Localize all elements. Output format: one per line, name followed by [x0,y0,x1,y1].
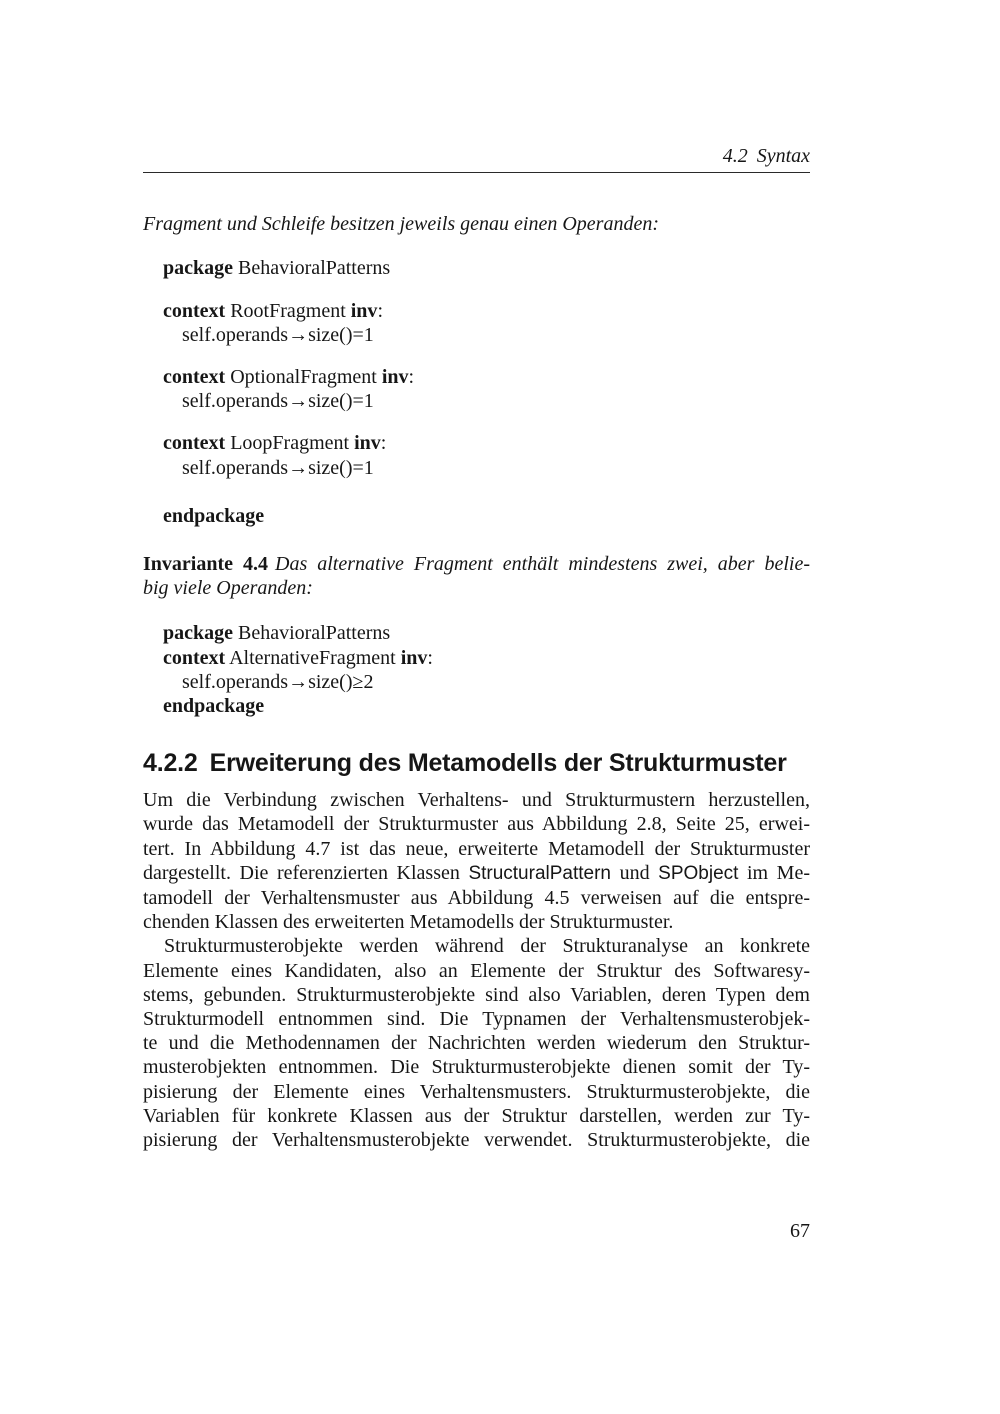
text-segment: : [408,366,415,389]
text-line [143,910,810,934]
text-line [143,1128,810,1152]
text-segment: : [427,646,433,669]
section-heading [143,748,810,778]
text-line [143,861,810,886]
text-line [143,837,810,861]
text-segment: context [163,299,226,322]
text-line [163,323,810,347]
running-header-section-number: 4.2 [722,145,748,167]
text-segment: LoopFragment [225,432,355,455]
text-segment: und [611,861,659,884]
text-segment: big viele Operanden: [143,577,313,600]
text-segment: Invariante 4.4 [143,553,269,576]
text-line [163,299,810,323]
text-line [163,694,810,718]
text-segment: package [163,257,233,280]
intro-paragraph [143,212,810,236]
text-line [163,389,810,413]
text-segment: Variablen für konkrete Klassen aus der Struktur darstellen, werden zur Ty- [143,1104,810,1127]
text-line [143,983,810,1007]
section-heading-title: Erweiterung des Metamodells der Strukturmuster [209,749,787,778]
text-segment: musterobjekten entnommen. Die Strukturmusterobjekte dienen somit der Ty- [143,1056,810,1079]
text-segment: Elemente eines Kandidaten, also an Elemente der Struktur des Softwaresy- [143,959,810,982]
text-segment: Das alternative Fragment enthält mindestens zwei, aber belie- [275,553,810,576]
text-line [143,1055,810,1079]
text-segment: inv [354,432,381,455]
text-line [143,886,810,910]
text-segment: StructuralPattern [468,862,612,884]
text-segment: self.operands→size()=1 [182,323,374,346]
text-segment: context [163,366,226,389]
text-segment: dargestellt. Die referenzierten Klassen [143,861,469,884]
text-segment: pisierung der Elemente eines Verhaltensmusters. Strukturmusterobjekte, die [143,1080,810,1103]
text-line [163,256,810,280]
text-segment: package [163,622,233,645]
header-rule [143,172,810,173]
text-segment: BehavioralPatterns [233,622,391,645]
text-segment: endpackage [163,695,265,718]
text-segment: wurde das Metamodell der Strukturmuster aus Abbildung 2.8, Seite 25, erwei- [143,813,810,836]
text-segment: inv [400,646,428,669]
text-line [163,621,810,645]
text-segment: : [377,299,383,322]
text-line [143,1031,810,1055]
text-segment: OptionalFragment [225,366,382,389]
ocl-code-block-2 [143,621,810,718]
text-segment: BehavioralPatterns [233,257,391,280]
text-segment: inv [350,299,378,322]
text-line [143,576,810,600]
text-line [143,812,810,836]
text-line [143,1104,810,1128]
text-line [163,456,810,480]
text-line [163,365,810,389]
text-line [163,504,810,528]
text-line [163,670,810,694]
running-header [143,144,810,168]
section-heading-number: 4.2.2 [143,749,198,778]
text-line [143,788,810,812]
body-paragraph-1 [143,788,810,934]
text-segment: RootFragment [225,299,351,322]
text-line [143,552,810,576]
text-segment: Fragment und Schleife besitzen jeweils genau einen Operanden: [143,213,659,236]
body-paragraph-2 [143,934,810,1152]
invariant-paragraph [143,552,810,600]
text-segment: context [163,432,226,455]
text-line [143,959,810,983]
text-segment: inv [381,366,409,389]
text-segment: Um die Verbindung zwischen Verhaltens- und Strukturmustern herzustellen, [143,789,810,812]
text-segment: Strukturmodell entnommen sind. Die Typnamen der Verhaltensmusterobjek- [143,1008,810,1031]
text-segment: AlternativeFragment [225,646,401,669]
text-segment: endpackage [163,504,265,527]
text-segment: tert. In Abbildung 4.7 ist das neue, erweiterte Metamodell der Strukturmuster [143,837,810,860]
text-segment: self.operands→size()≥2 [182,670,374,693]
text-line [163,431,810,455]
text-segment: tamodell der Verhaltensmuster aus Abbildung 4.5 verweisen auf die entspre- [143,887,810,910]
text-segment: te und die Methodennamen der Nachrichten werden wiederum den Struktur- [143,1032,810,1055]
text-line [143,1080,810,1104]
text-segment: pisierung der Verhaltensmusterobjekte verwendet. Strukturmusterobjekte, die [143,1129,810,1152]
text-segment: self.operands→size()=1 [182,390,374,413]
text-segment: stems, gebunden. Strukturmusterobjekte sind also Variablen, deren Typen dem [143,983,810,1006]
text-line [143,1007,810,1031]
text-line [163,646,810,670]
text-segment: context [163,646,226,669]
text-line [143,212,810,236]
page-number: 67 [790,1220,810,1242]
text-segment: : [380,432,387,455]
text-segment: Strukturmusterobjekte werden während der Strukturanalyse an konkrete [164,935,810,958]
running-header-section-title: Syntax [756,145,810,167]
text-segment: im Me- [738,861,810,884]
text-column [143,144,810,1152]
text-segment: chenden Klassen des erweiterten Metamodells der Strukturmuster. [143,911,674,934]
ocl-code-block-1 [143,256,810,528]
text-segment: self.operands→size()=1 [182,456,374,479]
text-line [143,934,810,958]
text-segment: SPObject [658,862,739,884]
